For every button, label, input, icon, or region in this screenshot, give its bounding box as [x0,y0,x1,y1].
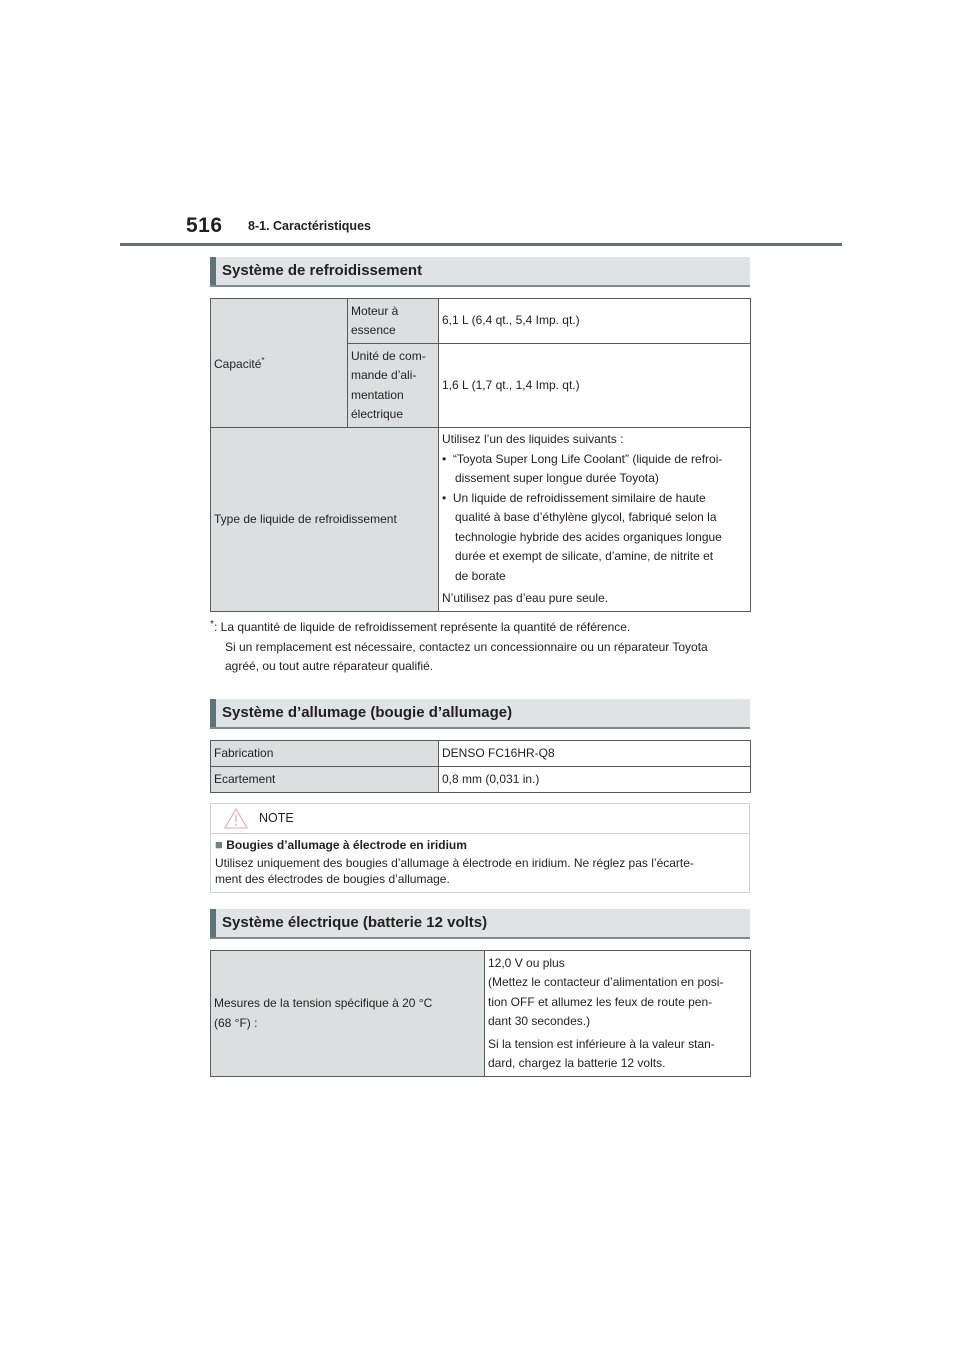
coolant-type-label: Type de liquide de refroidissement [211,428,439,612]
voltage-value-line: dard, chargez la batterie 12 volts. [488,1056,666,1070]
note-body-line: Utilisez uniquement des bougies d’allumage à électrode en iridium. Ne réglez pas l’écarte- [215,856,694,870]
table-row [211,767,751,793]
voltage-value-line: tion OFF et allumez les feux de route pen- [488,994,713,1009]
bullet-line: durée et exempt de silicate, d’amine, de nitrite et [455,549,714,563]
coolant-intro: Utilisez l’un des liquides suivants : [442,432,624,446]
table-row [211,951,751,1077]
voltage-value-line: dant 30 secondes.) [488,1014,591,1028]
voltage-label-line: (68 °F) : [214,1015,258,1030]
note-body [215,855,743,887]
bullet-line: qualité à base d’éthylène glycol, fabriqué selon la [455,510,717,524]
footnote-mark: * [210,619,214,630]
bullet-dot: • [442,451,453,466]
pcu-capacity-value: 1,6 L (1,7 qt., 1,4 Imp. qt.) [439,344,751,428]
footnote-line: agréé, ou tout autre réparateur qualifié. [225,659,434,673]
section-heading-cooling [210,257,750,287]
bullet-line: technologie hybride des acides organiques longue [455,529,722,544]
section-title: Système d’allumage (bougie d’allumage) [222,704,513,721]
bullet-dot: • [442,490,453,505]
sub-label-line: électrique [351,407,404,421]
voltage-value-line: 12,0 V ou plus [488,955,565,970]
capacity-footnote [210,618,755,677]
electrical-table [210,950,751,1077]
sub-label-line: mande d’ali- [351,368,417,382]
coolant-bullet-1 [442,450,747,489]
ignition-value: 0,8 mm (0,031 in.) [439,767,751,793]
pcu-sub-label-cell [348,344,439,428]
ignition-value: DENSO FC16HR-Q8 [439,741,751,767]
table-row [211,299,751,344]
sub-label-line: Moteur à [351,303,399,318]
sub-label-line: Unité de com- [351,348,426,363]
engine-capacity-value: 6,1 L (6,4 qt., 5,4 Imp. qt.) [439,299,751,344]
sub-label-line: essence [351,323,396,337]
ignition-label: Fabrication [211,741,439,767]
table-row [211,428,751,612]
header-rule [120,243,842,246]
warning-triangle-icon [224,808,248,829]
capacity-footnote-mark: * [261,356,265,366]
chapter-title: 8-1. Caractéristiques [248,219,371,233]
heading-bar [210,257,216,285]
coolant-outro: N’utilisez pas d’eau pure seule. [442,591,609,605]
voltage-value-line: Si la tension est inférieure à la valeur stan- [488,1036,715,1051]
note-subtitle [215,837,467,852]
coolant-type-value [439,428,751,612]
note-body-line: ment des électrodes de bougies d’allumage. [215,872,450,886]
note-subtitle-text: Bougies d’allumage à électrode en iridium [226,838,467,852]
heading-bar [210,699,216,727]
note-box [210,803,750,893]
heading-bar [210,909,216,937]
bullet-line: dissement super longue durée Toyota) [455,471,659,485]
capacity-label-cell [211,299,348,428]
note-header [211,804,749,834]
bullet-line: Un liquide de refroidissement similaire de haute [452,490,706,505]
square-bullet-icon: ■ [215,837,223,852]
sub-label-line: mentation [351,387,404,402]
cooling-table [210,298,751,612]
voltage-value-cell [485,951,751,1077]
engine-sub-label-cell [348,299,439,344]
bullet-line: de borate [455,568,506,583]
section-heading-ignition [210,699,750,729]
section-title: Système électrique (batterie 12 volts) [222,914,488,931]
table-row [211,741,751,767]
voltage-label-line: Mesures de la tension spécifique à 20 °C [214,996,433,1010]
note-label: NOTE [259,811,294,825]
coolant-bullet-2 [442,489,747,587]
section-title: Système de refroidissement [222,262,423,279]
footnote-line: Si un remplacement est nécessaire, contactez un concessionnaire ou un réparateur Toyota [225,639,708,654]
page-number: 516 [186,214,223,237]
voltage-label-cell [211,951,485,1077]
ignition-label: Ecartement [211,767,439,793]
section-heading-electrical [210,909,750,939]
voltage-value-line: (Mettez le contacteur d’alimentation en posi- [488,975,724,989]
bullet-line: “Toyota Super Long Life Coolant” (liquide de refroi- [452,451,723,466]
footnote-line: : La quantité de liquide de refroidissement représente la quantité de référence. [214,620,631,634]
ignition-table [210,740,751,793]
capacity-label: Capacité [214,357,262,372]
